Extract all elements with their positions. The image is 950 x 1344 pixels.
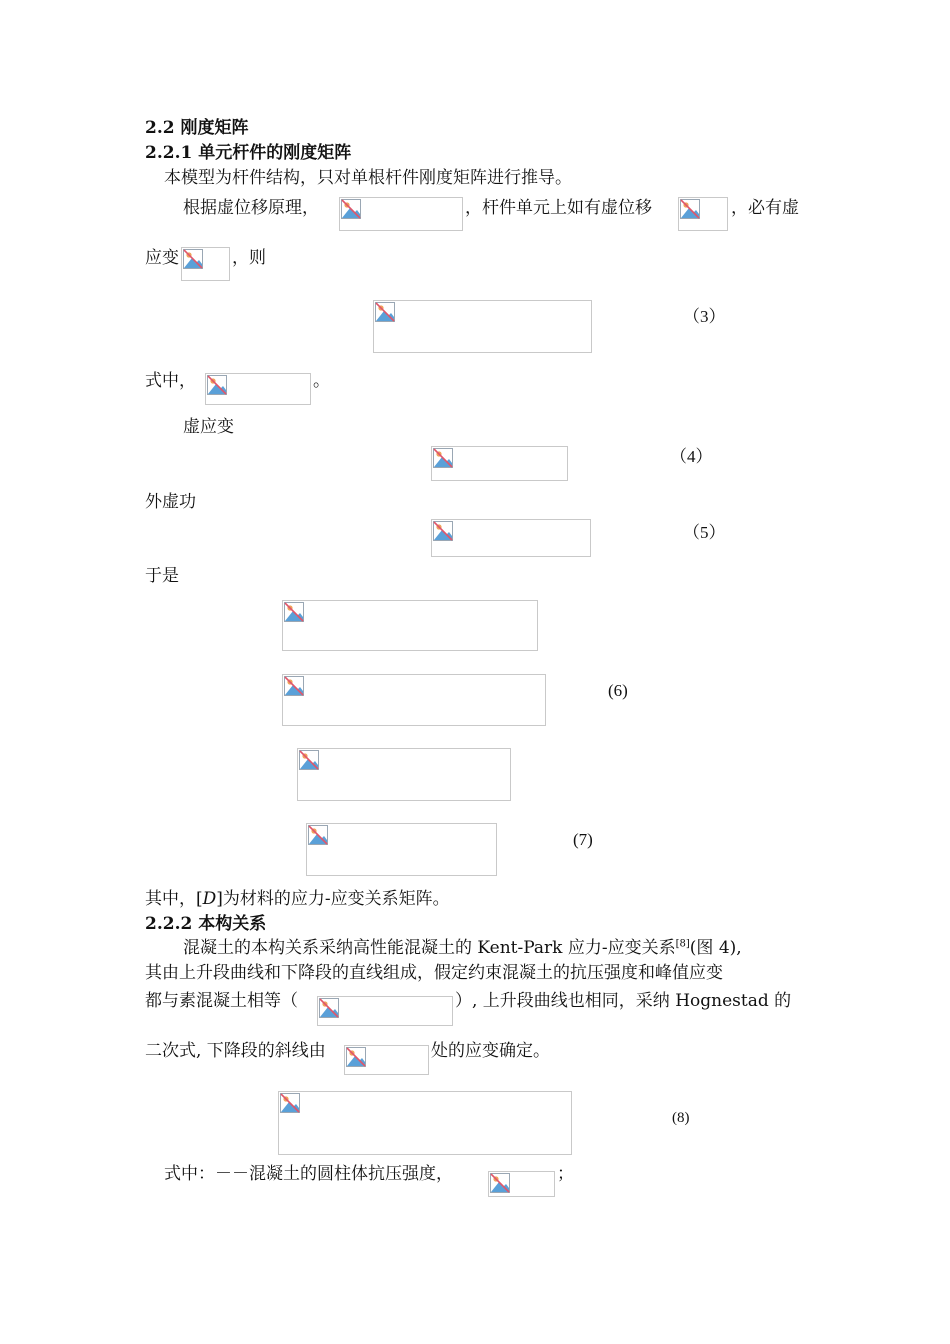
equation-number-4: （4）: [670, 447, 713, 466]
text-thus: 于是: [145, 566, 179, 586]
heading-2-2-2: 2.2.2 本构关系: [145, 914, 267, 934]
text-d-symbol: D: [202, 889, 217, 909]
broken-image-icon: [490, 1173, 510, 1193]
equation-4-image: [431, 446, 568, 481]
broken-image-icon: [280, 1093, 300, 1113]
text-virtual-displacement: ，杆件单元上如有虚位移: [465, 198, 652, 218]
broken-image-icon: [207, 375, 227, 395]
broken-image-icon: [680, 199, 700, 219]
text-must-have-virtual: ，必有虚: [731, 198, 799, 218]
broken-image-icon: [346, 1047, 366, 1067]
equation-image: [297, 748, 511, 801]
text-virtual-displacement-principle: 根据虚位移原理，: [183, 198, 319, 218]
broken-image-icon: [319, 998, 339, 1018]
equation-5-image: [431, 519, 591, 557]
formula-image: [339, 197, 463, 231]
broken-image-icon: [308, 825, 328, 845]
formula-image: [181, 247, 230, 281]
formula-image: [317, 996, 453, 1026]
text-where-cylinder: 式中：－－混凝土的圆柱体抗压强度，: [164, 1164, 453, 1184]
broken-image-icon: [375, 302, 395, 322]
equation-number-3: （3）: [683, 307, 726, 326]
text-period: 。: [313, 371, 330, 391]
broken-image-icon: [183, 249, 203, 269]
formula-image: [488, 1171, 555, 1197]
equation-number-5: （5）: [683, 523, 726, 542]
formula-image: [344, 1045, 429, 1075]
equation-3-image: [373, 300, 592, 353]
text-virtual-strain: 虚应变: [183, 417, 234, 437]
text-kent-park: 混凝土的本构关系采纳高性能混凝土的 Kent-Park 应力-应变关系: [183, 938, 676, 958]
broken-image-icon: [299, 750, 319, 770]
equation-6-image: [282, 674, 546, 726]
heading-2-2-1: 2.2.1 单元杆件的刚度矩阵: [145, 143, 352, 163]
text-where: 式中，: [145, 371, 196, 391]
formula-image: [205, 373, 311, 405]
equation-7-image: [306, 823, 497, 876]
text-equal-to-plain: 都与素混凝土相等（: [145, 991, 298, 1011]
text-external-virtual-work: 外虚功: [145, 492, 196, 512]
formula-image: [678, 197, 728, 231]
broken-image-icon: [433, 448, 453, 468]
text-then: ，则: [232, 248, 266, 268]
reference-8[interactable]: [8]: [675, 938, 690, 950]
broken-image-icon: [284, 602, 304, 622]
broken-image-icon: [284, 676, 304, 696]
broken-image-icon: [341, 199, 361, 219]
text-strain-determined: 处的应变确定。: [431, 1041, 550, 1061]
text-strain: 应变: [145, 248, 179, 268]
equation-8-image: [278, 1091, 572, 1155]
equation-number-6: (6): [608, 681, 628, 700]
text-d-matrix-prefix: 其中，[: [145, 889, 203, 909]
text-d-matrix-suffix: ]为材料的应力-应变关系矩阵。: [216, 889, 450, 909]
text-figure-ref: (图 4),: [689, 938, 742, 958]
paragraph-line-2: 其由上升段曲线和下降段的直线组成，假定约束混凝土的抗压强度和峰值应变: [145, 963, 723, 983]
heading-2-2: 2.2 刚度矩阵: [145, 118, 249, 138]
text-hognestad: ）, 上升段曲线也相同，采纳 Hognestad 的: [455, 991, 792, 1011]
text-d-matrix: [145, 889, 450, 909]
paragraph-line-1: [183, 938, 742, 958]
broken-image-icon: [433, 521, 453, 541]
text-semicolon: ；: [557, 1164, 574, 1184]
equation-image: [282, 600, 538, 651]
text-quadratic: 二次式, 下降段的斜线由: [145, 1041, 326, 1061]
equation-number-7: (7): [573, 830, 593, 849]
intro-line: 本模型为杆件结构，只对单根杆件刚度矩阵进行推导。: [164, 168, 572, 188]
equation-number-8: (8): [672, 1110, 690, 1126]
